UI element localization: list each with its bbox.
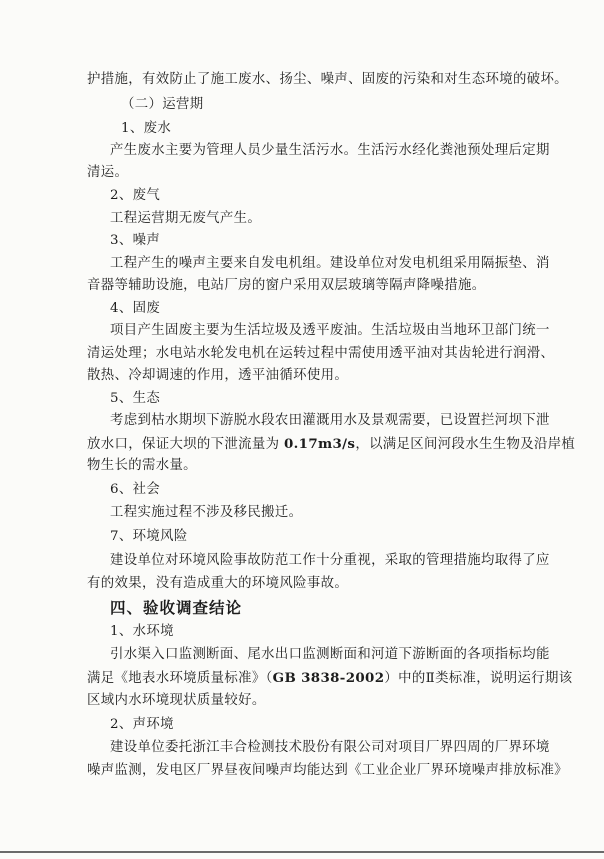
standard-code: GB 3838-2002 bbox=[272, 670, 385, 686]
body-text-line: 有的效果，没有造成重大的环境风险事故。 bbox=[87, 576, 349, 591]
body-text-line: 清运处理；水电站水轮发电机在运转过程中需使用透平油对其齿轮进行润滑、 bbox=[87, 346, 555, 361]
body-text-line: 清运。 bbox=[87, 165, 129, 180]
body-text-line: 建设单位委托浙江丰合检测技术股份有限公司对项目厂界四周的厂界环境 bbox=[110, 740, 550, 755]
body-text-line: 区域内水环境现状质量较好。 bbox=[87, 693, 266, 708]
item-heading: 6、社会 bbox=[110, 482, 161, 497]
body-text-line bbox=[87, 435, 575, 454]
body-text-line: 工程产生的噪声主要来自发电机组。建设单位对发电机组采用隔振垫、消 bbox=[110, 256, 550, 271]
text-run: ）中的Ⅱ类标准，说明运行期该 bbox=[384, 671, 573, 686]
section-heading: 四、验收调查结论 bbox=[110, 598, 243, 617]
item-heading: 4、固废 bbox=[110, 301, 161, 316]
body-text-line: 噪声监测，发电区厂界昼夜间噪声均能达到《工业企业厂界环境噪声排放标准》 bbox=[87, 763, 568, 778]
page-bottom-edge bbox=[0, 851, 604, 853]
flow-rate-value: 0.17m3/s bbox=[283, 436, 356, 452]
item-heading: 2、废气 bbox=[110, 188, 161, 203]
body-text-line: 工程实施过程不涉及移民搬迁。 bbox=[110, 505, 303, 520]
item-heading: 7、环境风险 bbox=[110, 529, 188, 544]
item-heading: 1、水环境 bbox=[110, 624, 174, 639]
item-heading: 2、声环境 bbox=[110, 717, 174, 732]
text-run: 放水口，保证大坝的下泄流量为 bbox=[87, 437, 284, 452]
body-text-line bbox=[87, 669, 572, 688]
body-text-line: 项目产生固废主要为生活垃圾及透平废油。生活垃圾由当地环卫部门统一 bbox=[110, 323, 550, 338]
body-text-line: 物生长的需水量。 bbox=[87, 458, 197, 473]
body-text-line: 产生废水主要为管理人员少量生活污水。生活污水经化粪池预处理后定期 bbox=[110, 143, 550, 158]
item-heading: 1、废水 bbox=[121, 121, 172, 136]
body-text-line: 散热、冷却调速的作用，透平油循环使用。 bbox=[87, 368, 349, 383]
item-heading: 3、噪声 bbox=[110, 233, 161, 248]
body-text-line: 护措施，有效防止了施工废水、扬尘、噪声、固废的污染和对生态环境的破坏。 bbox=[87, 72, 568, 87]
subsection-heading: （二）运营期 bbox=[121, 97, 204, 112]
text-run: ，以满足区间河段水生生物及沿岸植 bbox=[355, 437, 576, 452]
body-text-line: 考虑到枯水期坝下游脱水段农田灌溉用水及景观需要，已设置拦河坝下泄 bbox=[110, 413, 550, 428]
body-text-line: 建设单位对环境风险事故防范工作十分重视，采取的管理措施均取得了应 bbox=[110, 553, 550, 568]
text-run: 满足《地表水环境质量标准》（ bbox=[87, 671, 273, 686]
body-text-line: 音器等辅助设施，电站厂房的窗户采用双层玻璃等隔声降噪措施。 bbox=[87, 278, 486, 293]
body-text-line: 引水渠入口监测断面、尾水出口监测断面和河道下游断面的各项指标均能 bbox=[110, 647, 550, 662]
item-heading: 5、生态 bbox=[110, 391, 161, 406]
body-text-line: 工程运营期无废气产生。 bbox=[110, 211, 262, 226]
